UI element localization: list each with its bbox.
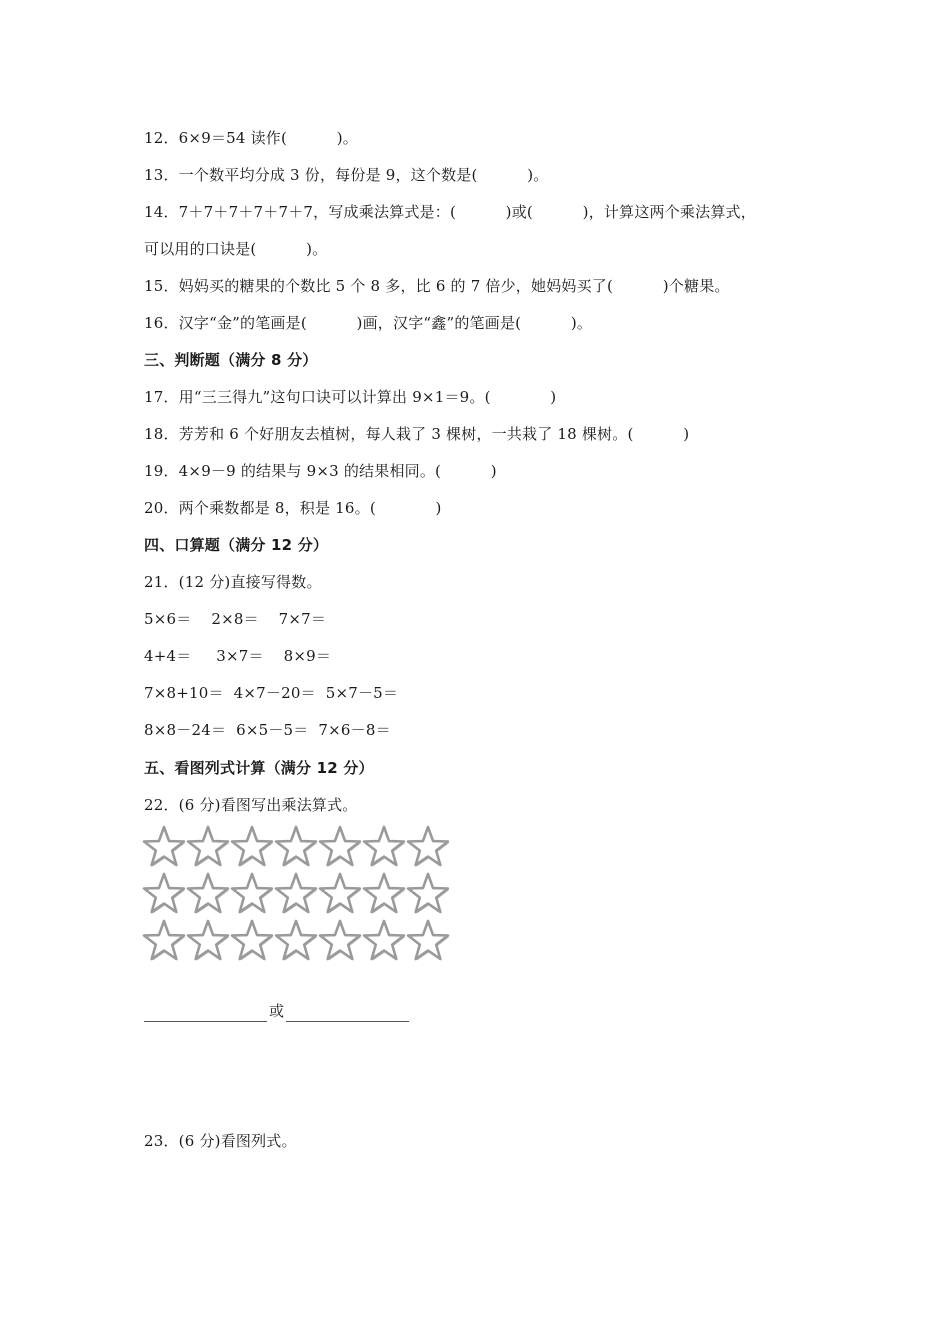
star-icon — [232, 921, 273, 960]
section-3-title: 三、判断题（满分 8 分） — [144, 351, 318, 369]
star-icon — [276, 874, 317, 913]
section-4-title: 四、口算题（满分 12 分） — [144, 536, 329, 554]
star-icon — [276, 921, 317, 960]
star-icon — [320, 874, 361, 913]
question-22: 22．(6 分)看图写出乘法算式。 — [144, 796, 358, 814]
star-shape — [320, 827, 360, 865]
star-icon — [232, 827, 273, 866]
star-icon — [320, 921, 361, 960]
question-18: 18．芳芳和 6 个好朋友去植树，每人栽了 3 棵树，一共栽了 18 棵树。( ) — [144, 425, 690, 443]
question-14-line-2: 可以用的口诀是( )。 — [144, 240, 328, 258]
question-21: 21．(12 分)直接写得数。 — [144, 573, 322, 591]
star-shape — [144, 827, 184, 865]
star-shape — [320, 874, 360, 912]
star-icon — [320, 827, 361, 866]
star-icon — [188, 874, 229, 913]
answer-blank-1[interactable] — [144, 1004, 267, 1022]
star-icon — [144, 827, 185, 866]
star-shape — [188, 874, 228, 912]
star-shape — [408, 827, 448, 865]
star-icon — [144, 921, 185, 960]
star-shape — [364, 874, 404, 912]
star-shape — [232, 921, 272, 959]
question-17: 17．用“三三得九”这句口诀可以计算出 9×1＝9。( ) — [144, 388, 557, 406]
star-icon — [408, 874, 449, 913]
answer-blank-2[interactable] — [286, 1004, 409, 1022]
oral-calc-row-4: 8×8－24＝ 6×5－5＝ 7×6－8＝ — [144, 721, 391, 739]
star-shape — [188, 921, 228, 959]
star-shape — [144, 921, 184, 959]
question-16: 16．汉字“金”的笔画是( )画，汉字“鑫”的笔画是( )。 — [144, 314, 593, 332]
star-shape — [364, 921, 404, 959]
star-icon — [364, 921, 405, 960]
star-icon — [364, 827, 405, 866]
or-label: 或 — [269, 1002, 285, 1020]
star-icon — [144, 874, 185, 913]
star-shape — [276, 874, 316, 912]
star-shape — [188, 827, 228, 865]
star-shape — [276, 921, 316, 959]
star-shape — [320, 921, 360, 959]
star-shape — [276, 827, 316, 865]
oral-calc-row-1: 5×6＝ 2×8＝ 7×7＝ — [144, 610, 327, 628]
star-icon — [188, 921, 229, 960]
star-shape — [232, 874, 272, 912]
answer-blanks — [144, 1000, 409, 1022]
star-shape — [144, 874, 184, 912]
question-15: 15．妈妈买的糖果的个数比 5 个 8 多，比 6 的 7 倍少，她妈妈买了( )个糖果。 — [144, 277, 730, 295]
star-shape — [232, 827, 272, 865]
star-icon — [232, 874, 273, 913]
star-icon — [364, 874, 405, 913]
question-12: 12．6×9＝54 读作( )。 — [144, 129, 358, 147]
star-shape — [408, 874, 448, 912]
star-shape — [364, 827, 404, 865]
star-grid — [142, 824, 452, 969]
star-icon — [276, 827, 317, 866]
star-shape — [408, 921, 448, 959]
oral-calc-row-2: 4+4＝ 3×7＝ 8×9＝ — [144, 647, 332, 665]
star-icon — [188, 827, 229, 866]
oral-calc-row-3: 7×8+10＝ 4×7－20＝ 5×7－5＝ — [144, 684, 399, 702]
section-5-title: 五、看图列式计算（满分 12 分） — [144, 759, 374, 777]
star-icon — [408, 921, 449, 960]
question-14-line-1: 14．7＋7＋7＋7＋7＋7，写成乘法算式是：( )或( )，计算这两个乘法算式， — [144, 203, 756, 221]
question-20: 20．两个乘数都是 8，积是 16。( ) — [144, 499, 442, 517]
question-19: 19．4×9－9 的结果与 9×3 的结果相同。( ) — [144, 462, 497, 480]
question-23: 23．(6 分)看图列式。 — [144, 1132, 297, 1150]
question-13: 13．一个数平均分成 3 份，每份是 9，这个数是( )。 — [144, 166, 549, 184]
star-icon — [408, 827, 449, 866]
